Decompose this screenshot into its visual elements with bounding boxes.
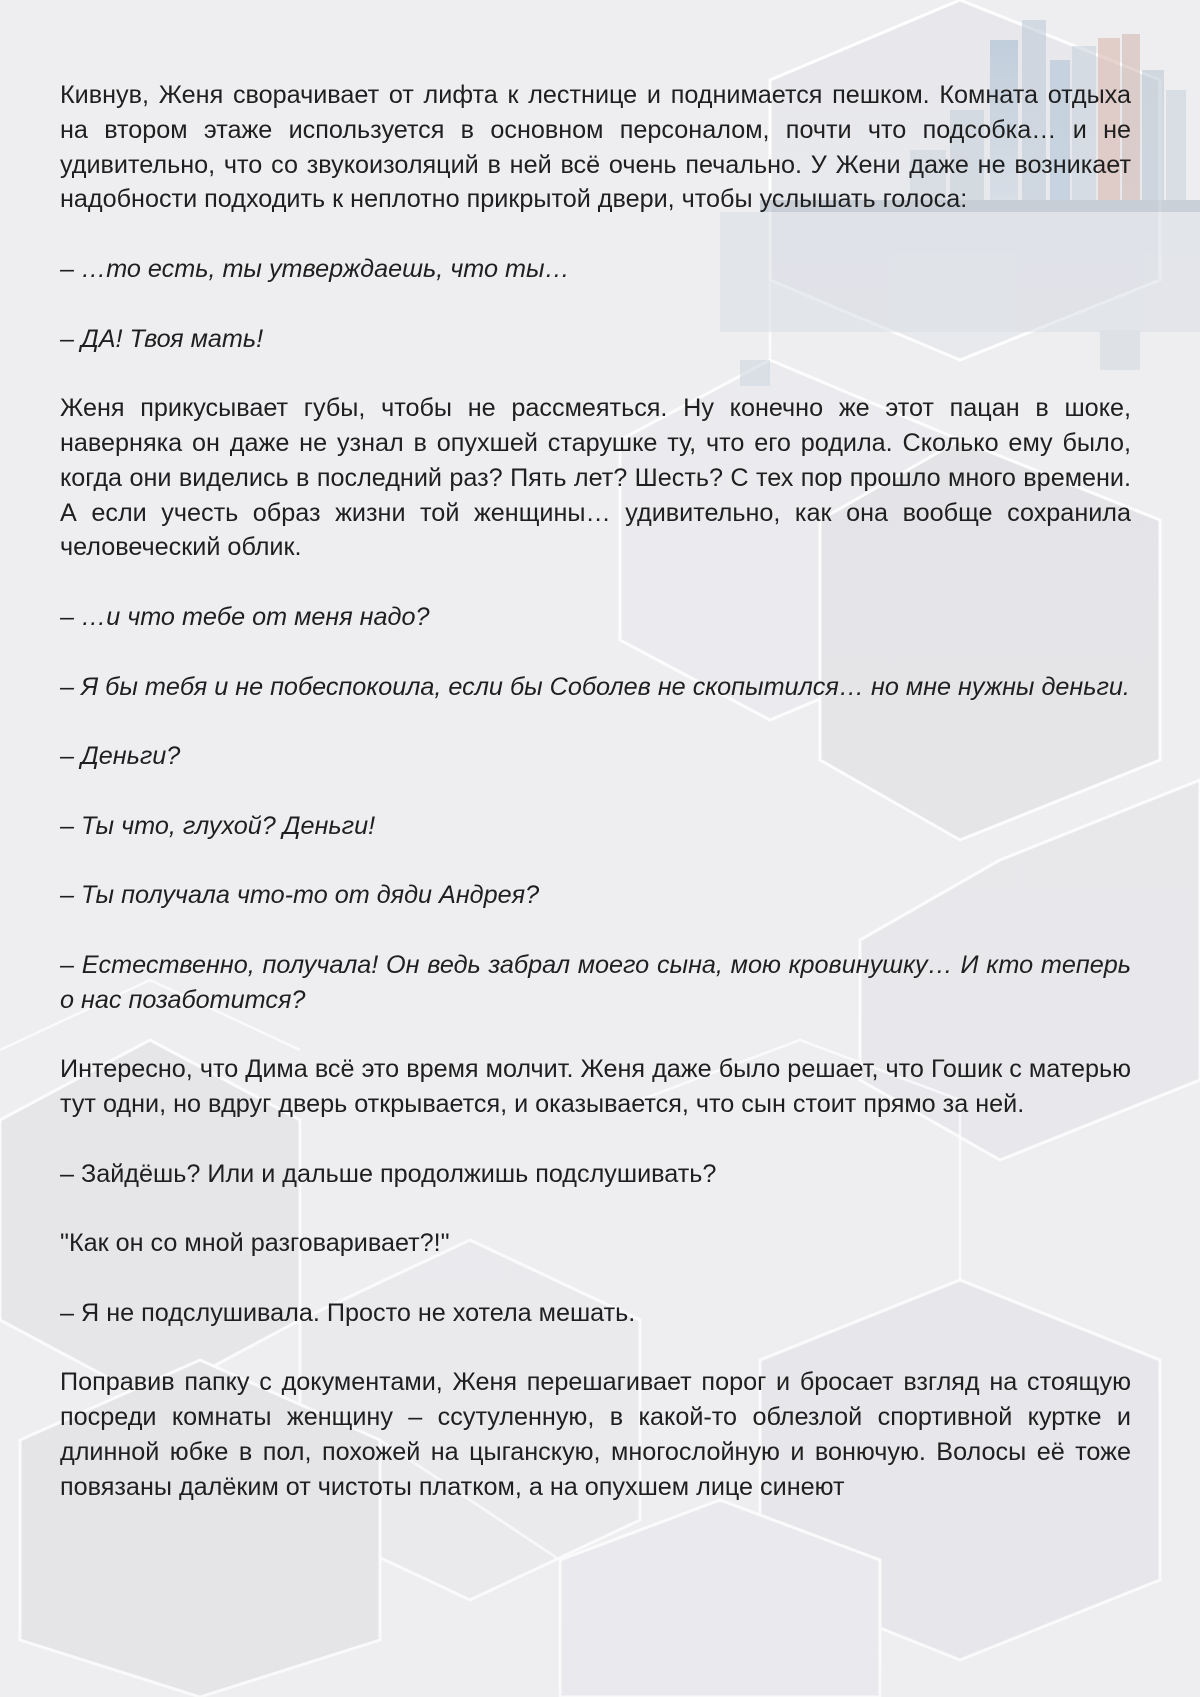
paragraph-dialogue: – Я бы тебя и не побеспокоила, если бы Соболев не скопытился… но мне нужны деньги.	[60, 672, 1130, 701]
paragraph-dialogue: – Естественно, получала! Он ведь забрал моего сына, мою кровинушку… И кто теперь о нас позаботится?	[60, 950, 1131, 1014]
paragraph-dialogue: – Зайдёшь? Или и дальше продолжишь подслушивать?	[60, 1159, 717, 1188]
paragraph-dialogue: – Ты получала что-то от дяди Андрея?	[60, 881, 540, 910]
paragraph-dialogue: – Я не подслушивала. Просто не хотела мешать.	[60, 1298, 636, 1327]
paragraph-thought: "Как он со мной разговаривает?!"	[60, 1229, 450, 1258]
paragraph-dialogue: – …то есть, ты утверждаешь, что ты…	[60, 254, 570, 283]
paragraph-dialogue: – Ты что, глухой? Деньги!	[60, 811, 376, 840]
paragraph-dialogue: – …и что тебе от меня надо?	[60, 602, 430, 631]
document-body	[60, 78, 1131, 1505]
paragraph-dialogue: – ДА! Твоя мать!	[60, 324, 264, 353]
paragraph-dialogue: – Деньги?	[60, 742, 181, 771]
paragraph-narration: Поправив папку с документами, Женя перешагивает порог и бросает взгляд на стоящую посреди комнаты женщину – ссутуленную, в какой-то облезлой спортивной куртке и длинной юбке в пол, похожей на цыганскую, многослойную и вонючую. Волосы её тоже повязаны далёким от чистоты платком, а на опухшем лице синеют	[60, 1368, 1131, 1501]
paragraph-narration: Женя прикусывает губы, чтобы не рассмеяться. Ну конечно же этот пацан в шоке, наверняка он даже не узнал в опухшей старушке ту, что его родила. Сколько ему было, когда они виделись в последний раз? Пять лет? Шесть? С тех пор прошло много времени. А если учесть образ жизни той женщины… удивительно, как она вообще сохранила человеческий облик.	[60, 394, 1131, 562]
paragraph-narration: Интересно, что Дима всё это время молчит. Женя даже было решает, что Гошик с матерью тут одни, но вдруг дверь открывается, и оказывается, что сын стоит прямо за ней.	[60, 1055, 1131, 1119]
paragraph-narration: Кивнув, Женя сворачивает от лифта к лестнице и поднимается пешком. Комната отдыха на втором этаже используется в основном персоналом, почти что подсобка… и не удивительно, что со звукоизоляций в ней всё очень печально. У Жени даже не возникает надобности подходить к неплотно прикрытой двери, чтобы услышать голоса:	[60, 81, 1131, 214]
